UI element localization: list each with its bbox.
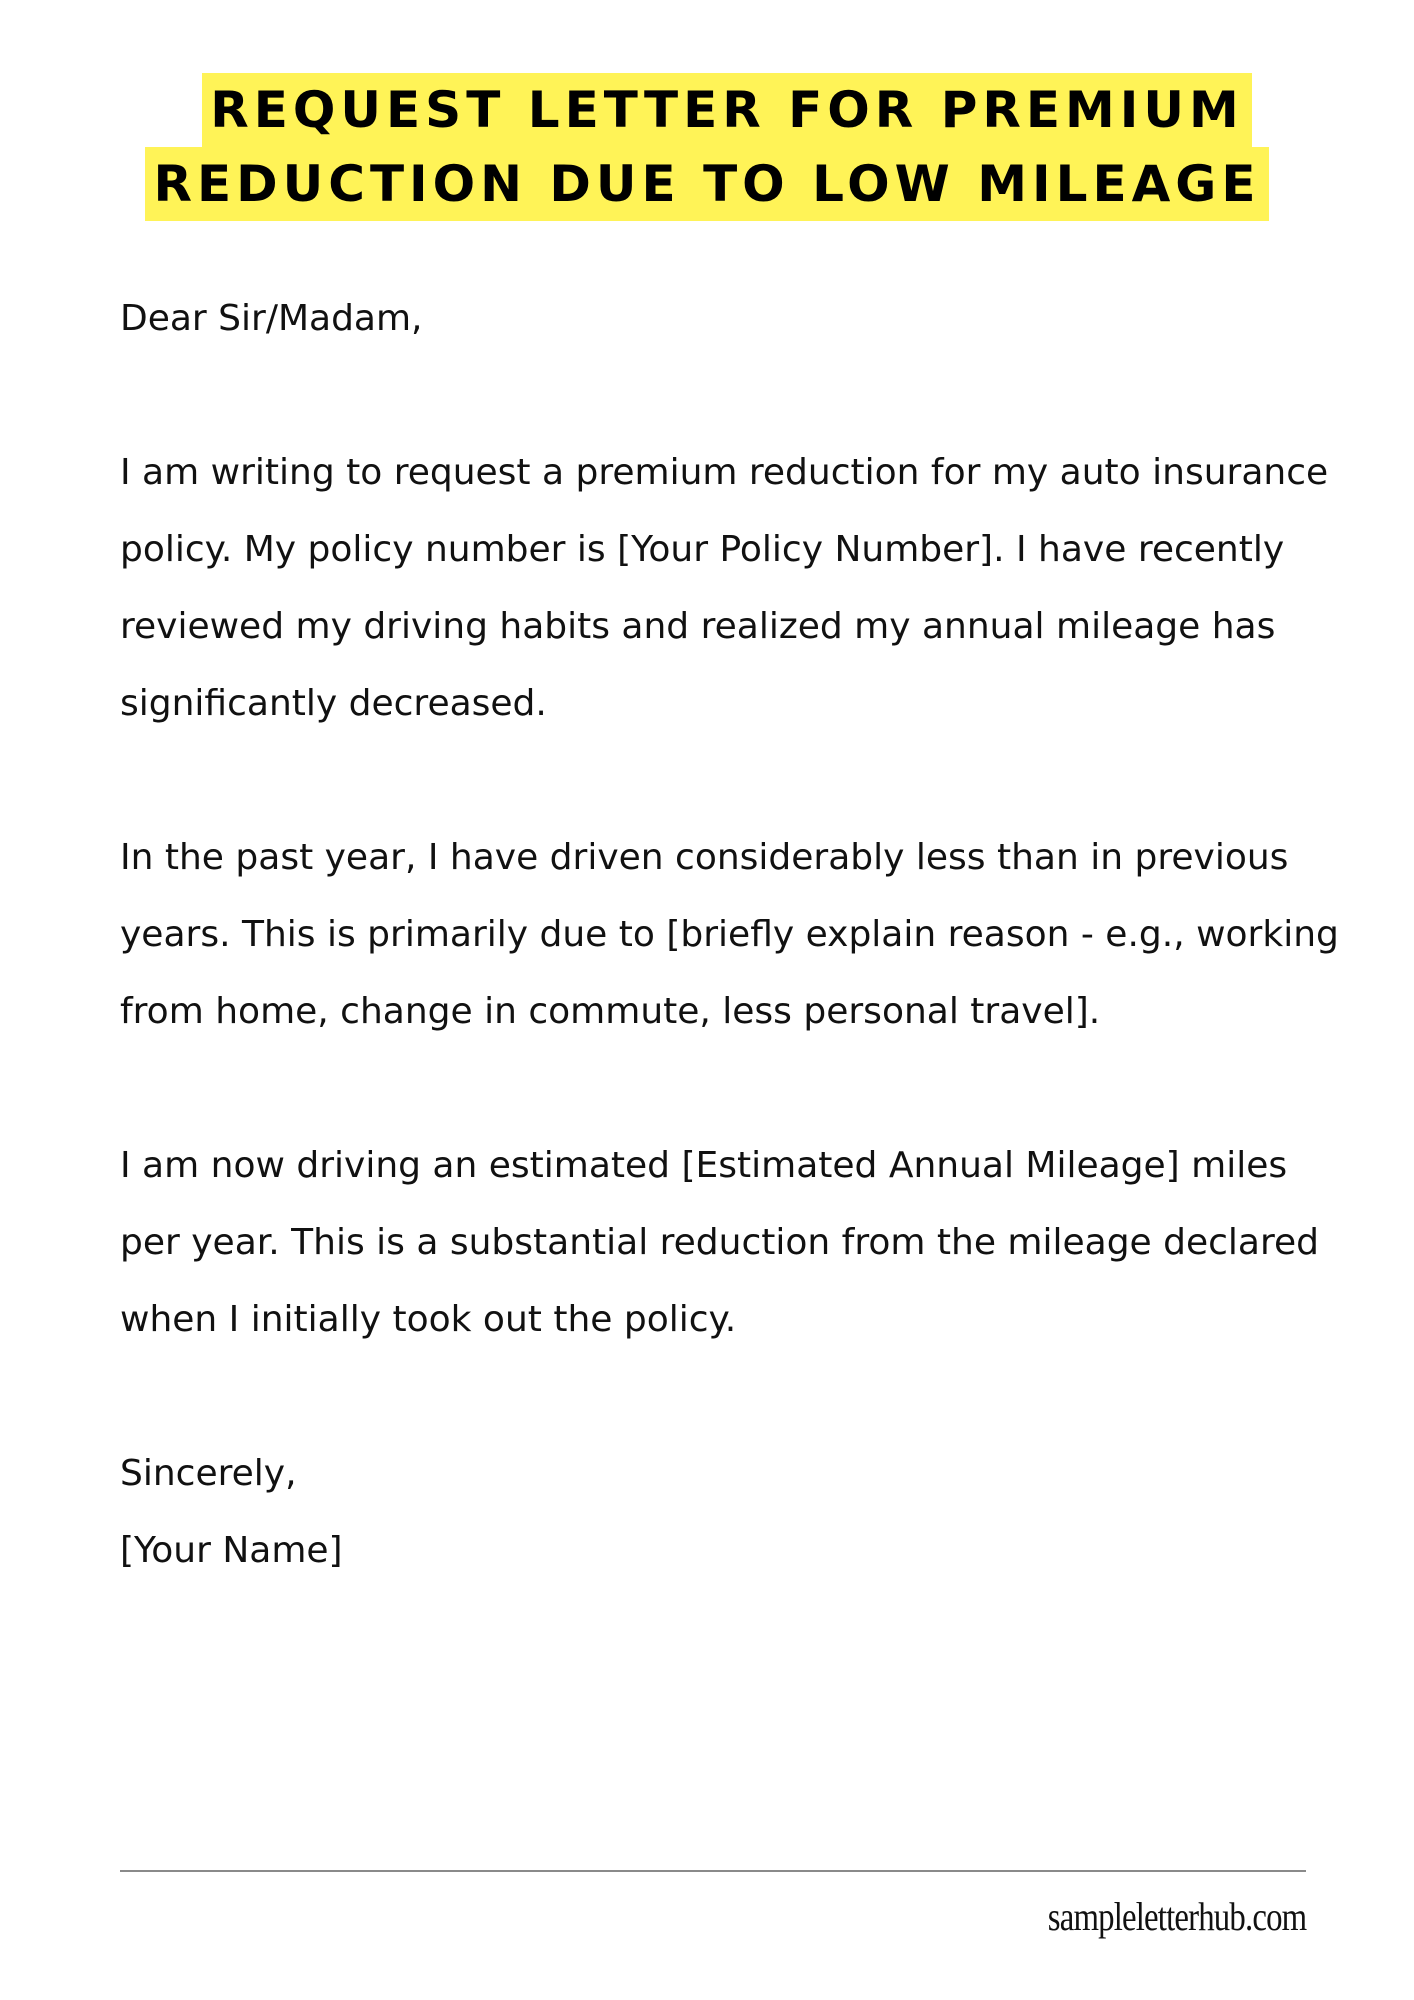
signature: [Your Name] <box>120 1530 343 1571</box>
paragraph-2: In the past year, I have driven considerably less than in previous years. This is primarily due to [briefly explain reason - e.g., working from home, change in commute, less personal travel]. <box>120 837 1339 1032</box>
letter-title <box>0 73 1414 221</box>
salutation: Dear Sir/Madam, <box>120 298 423 339</box>
footer-site-name: sampleletterhub.com <box>1047 1894 1306 1939</box>
paragraph-1: I am writing to request a premium reduction for my auto insurance policy. My policy number is [Your Policy Number]. I have recently reviewed my driving habits and realized my annual mileage has significantly decreased. <box>120 452 1329 724</box>
title-line-1: REQUEST LETTER FOR PREMIUM <box>202 73 1251 147</box>
paragraph-3: I am now driving an estimated [Estimated Annual Mileage] miles per year. This is a substantial reduction from the mileage declared when I initially took out the policy. <box>120 1145 1320 1340</box>
title-line-2: REDUCTION DUE TO LOW MILEAGE <box>145 147 1268 221</box>
closing: Sincerely, <box>120 1453 297 1494</box>
footer-divider <box>120 1870 1306 1872</box>
letter-body <box>120 280 1350 1589</box>
